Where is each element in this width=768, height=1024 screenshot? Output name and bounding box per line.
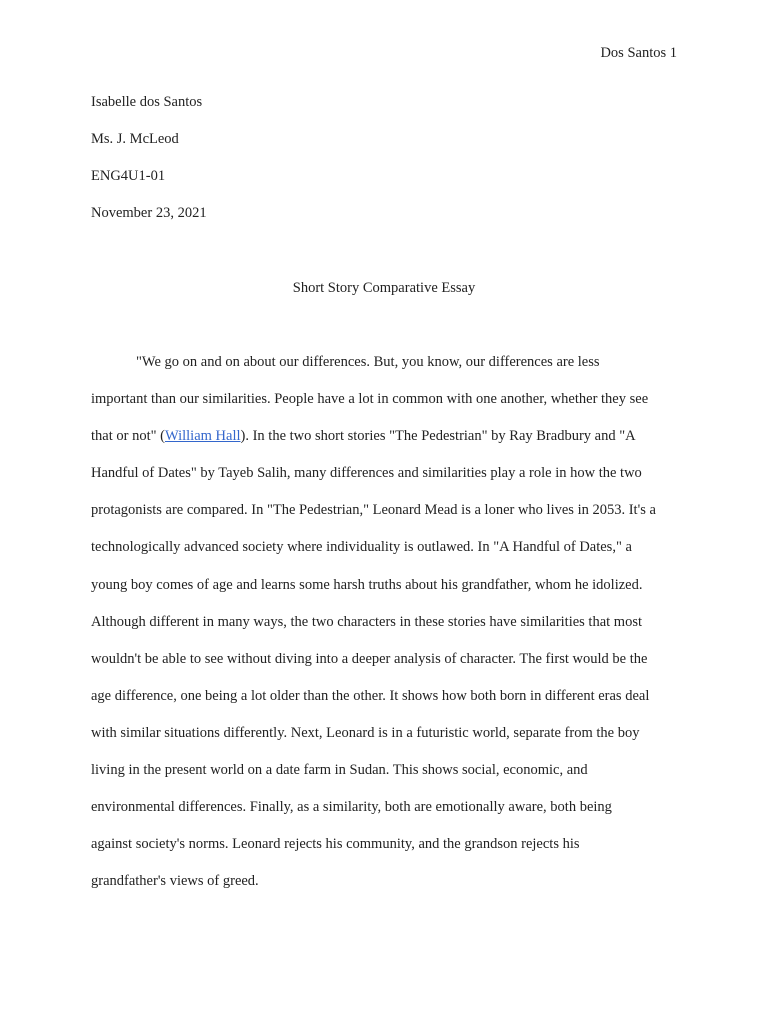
paragraph-line: wouldn't be able to see without diving into a deeper analysis of character. The first would be the [91, 650, 648, 667]
paragraph-line: technologically advanced society where individuality is outlawed. In "A Handful of Dates," a [91, 539, 632, 556]
paragraph-line: against society's norms. Leonard rejects his community, and the grandson rejects his [91, 836, 580, 853]
paragraph-line: environmental differences. Finally, as a similarity, both are emotionally aware, both being [91, 799, 612, 816]
running-head: Dos Santos 1 [600, 45, 677, 61]
paragraph-line: grandfather's views of greed. [91, 873, 259, 890]
essay-date: November 23, 2021 [91, 205, 207, 221]
teacher-name: Ms. J. McLeod [91, 131, 179, 147]
paragraph-line: living in the present world on a date farm in Sudan. This shows social, economic, and [91, 762, 588, 779]
paragraph-line: young boy comes of age and learns some harsh truths about his grandfather, whom he idolized. [91, 576, 643, 593]
mla-heading [91, 93, 207, 241]
paragraph-line: protagonists are compared. In "The Pedestrian," Leonard Mead is a loner who lives in 2053. It's a [91, 502, 656, 519]
essay-paragraph [91, 353, 691, 909]
line-text-before-citation: that or not" ( [91, 428, 165, 445]
paragraph-line: with similar situations differently. Next, Leonard is in a futuristic world, separate from the boy [91, 724, 640, 741]
essay-title: Short Story Comparative Essay [292, 280, 476, 296]
paragraph-line: important than our similarities. People have a lot in common with one another, whether they see [91, 391, 649, 408]
course-code: ENG4U1-01 [91, 168, 166, 184]
paragraph-line: "We go on and on about our differences. But, you know, our differences are less [136, 354, 600, 370]
student-name: Isabelle dos Santos [91, 94, 203, 110]
paragraph-line: Although different in many ways, the two characters in these stories have similarities that most [91, 613, 642, 630]
line-text-after-citation: ). In the two short stories "The Pedestrian" by Ray Bradbury and "A [240, 428, 636, 445]
paragraph-line: age difference, one being a lot older than the other. It shows how both born in different eras deal [91, 687, 650, 704]
citation-link[interactable]: William Hall [164, 428, 241, 445]
paragraph-line-with-citation [91, 427, 691, 464]
paragraph-line: Handful of Dates" by Tayeb Salih, many differences and similarities play a role in how the two [91, 465, 642, 482]
